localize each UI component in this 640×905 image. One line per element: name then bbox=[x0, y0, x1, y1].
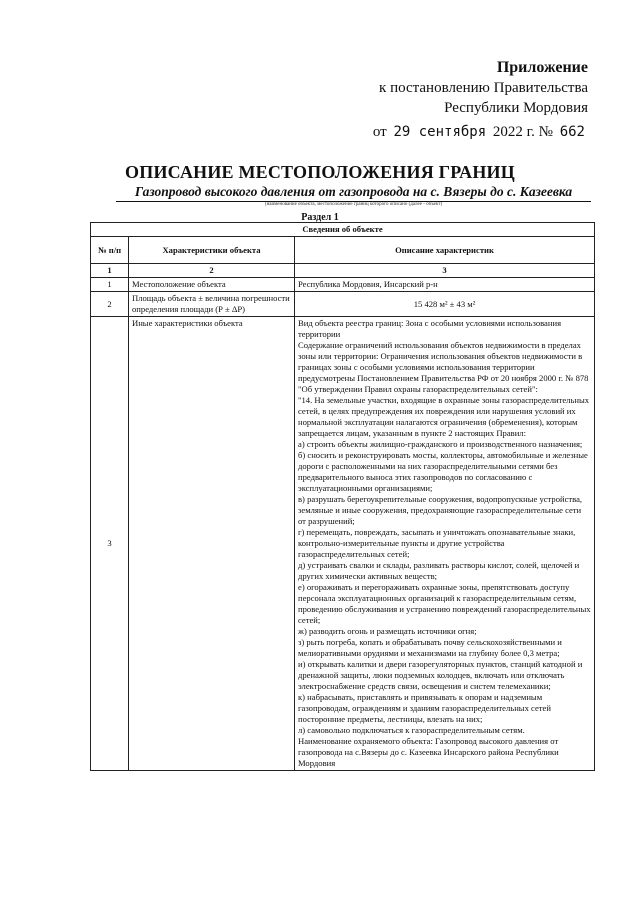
header-characteristic: Характеристики объекта bbox=[129, 237, 295, 264]
number-handwritten: 662 bbox=[559, 124, 585, 140]
table-caption: Сведения об объекте bbox=[91, 223, 595, 237]
date-handwritten: 29 сентября bbox=[393, 124, 487, 140]
description-line: Вид объекта реестра границ: Зона с особыми условиями использования территории bbox=[298, 318, 562, 339]
appendix-heading: Приложение bbox=[496, 59, 588, 76]
row-value: Республика Мордовия, Инсарский р-н bbox=[295, 278, 595, 292]
object-info-table bbox=[90, 222, 595, 771]
index-cell-3: 3 bbox=[295, 264, 595, 278]
description-line: Наименование охраняемого объекта: Газопровод высокого давления от газопровода на с.Вязеры до с. Казеевка Инсарского района Республики Мордовия bbox=[298, 736, 559, 768]
object-caption: (наименование объекта, местоположение границ которого описано (далее - объект) bbox=[264, 202, 443, 207]
row-value: 15 428 м² ± 43 м² bbox=[295, 292, 595, 317]
index-cell-1: 1 bbox=[91, 264, 129, 278]
table-index-row bbox=[91, 264, 595, 278]
row-num: 3 bbox=[91, 317, 129, 771]
description-line: и) открывать калитки и двери газорегуляторных пунктов, станций катодной и дренажной защиты, люки подземных колодцев, включать или отключать электроснабжение средств связи, освещения и систем телемеханики; bbox=[298, 659, 583, 691]
table-header-row bbox=[91, 237, 595, 264]
appendix-date-line bbox=[288, 122, 588, 142]
description-line: з) рыть погреба, копать и обрабатывать почву сельскохозяйственными и мелиоративными орудиями и механизмами на глубину более 0,3 метра; bbox=[298, 637, 562, 658]
appendix-block bbox=[288, 58, 588, 142]
description-line: ж) разводить огонь и размещать источники огня; bbox=[298, 626, 477, 636]
document-title: ОПИСАНИЕ МЕСТОПОЛОЖЕНИЯ ГРАНИЦ bbox=[125, 162, 515, 182]
header-description: Описание характеристик bbox=[295, 237, 595, 264]
index-cell-2: 2 bbox=[129, 264, 295, 278]
row-value-multiline bbox=[295, 317, 595, 771]
row-name: Местоположение объекта bbox=[129, 278, 295, 292]
appendix-line-2: Республики Мордовия bbox=[444, 100, 588, 116]
description-line: Содержание ограничений использования объектов недвижимости в пределах зоны или территории: Ограничения использования объектов недвижимости в границах зоны с особыми условиями использования территории предусмотрены Постановлением Правительства РФ от 20 ноября 2000 г. № 878 "Об утверждении Правил охраны газораспределительных сетей": bbox=[298, 340, 589, 394]
row-num: 1 bbox=[91, 278, 129, 292]
table-row bbox=[91, 292, 595, 317]
row-name: Площадь объекта ± величина погрешности определения площади (Р ± ΔР) bbox=[129, 292, 295, 317]
description-line: д) устраивать свалки и склады, разливать растворы кислот, солей, щелочей и других химически активных веществ; bbox=[298, 560, 580, 581]
date-year: 2022 г. № bbox=[492, 124, 553, 140]
date-prefix: от bbox=[372, 124, 387, 140]
object-name: Газопровод высокого давления от газопровода на с. Вязеры до с. Казеевка bbox=[116, 184, 591, 202]
table-row bbox=[91, 278, 595, 292]
description-line: "14. На земельные участки, входящие в охранные зоны газораспределительных сетей, в целях предупреждения их повреждения или нарушения условий их нормальной эксплуатации налагаются ограничения (обременения), которым запрещается лицам, указанным в пункте 2 настоящих Правил: bbox=[298, 395, 590, 438]
header-num: № п/п bbox=[91, 237, 129, 264]
appendix-line-1: к постановлению Правительства bbox=[379, 80, 588, 96]
section-title: Раздел 1 bbox=[301, 212, 339, 223]
description-line: е) огораживать и перегораживать охранные зоны, препятствовать доступу персонала эксплуатационных организаций к газораспределительным сетям, проведению обслуживания и устранению повреждений газораспределительных сетей; bbox=[298, 582, 591, 625]
description-line: б) сносить и реконструировать мосты, коллекторы, автомобильные и железные дороги с расположенными на них газораспределительными сетями без предварительного выноса этих газопроводов по согласованию с эксплуатационными организациями; bbox=[298, 450, 588, 493]
description-line: г) перемещать, повреждать, засыпать и уничтожать опознавательные знаки, контрольно-измерительные пункты и другие устройства газораспределительных сетей; bbox=[298, 527, 576, 559]
row-name: Иные характеристики объекта bbox=[129, 317, 295, 771]
description-line: а) строить объекты жилищно-гражданского и производственного назначения; bbox=[298, 439, 583, 449]
description-line: к) набрасывать, приставлять и привязывать к опорам и надземным газопроводам, ограждениям и зданиям газораспределительных сетей посторонние предметы, лестницы, влезать на них; bbox=[298, 692, 551, 724]
table-row bbox=[91, 317, 595, 771]
description-line: в) разрушать берегоукрепительные сооружения, водопропускные устройства, земляные и иные сооружения, предохраняющие газораспределительные сети от разрушений; bbox=[298, 494, 583, 526]
row-num: 2 bbox=[91, 292, 129, 317]
description-line: л) самовольно подключаться к газораспределительным сетям. bbox=[298, 725, 525, 735]
table-caption-row bbox=[91, 223, 595, 237]
